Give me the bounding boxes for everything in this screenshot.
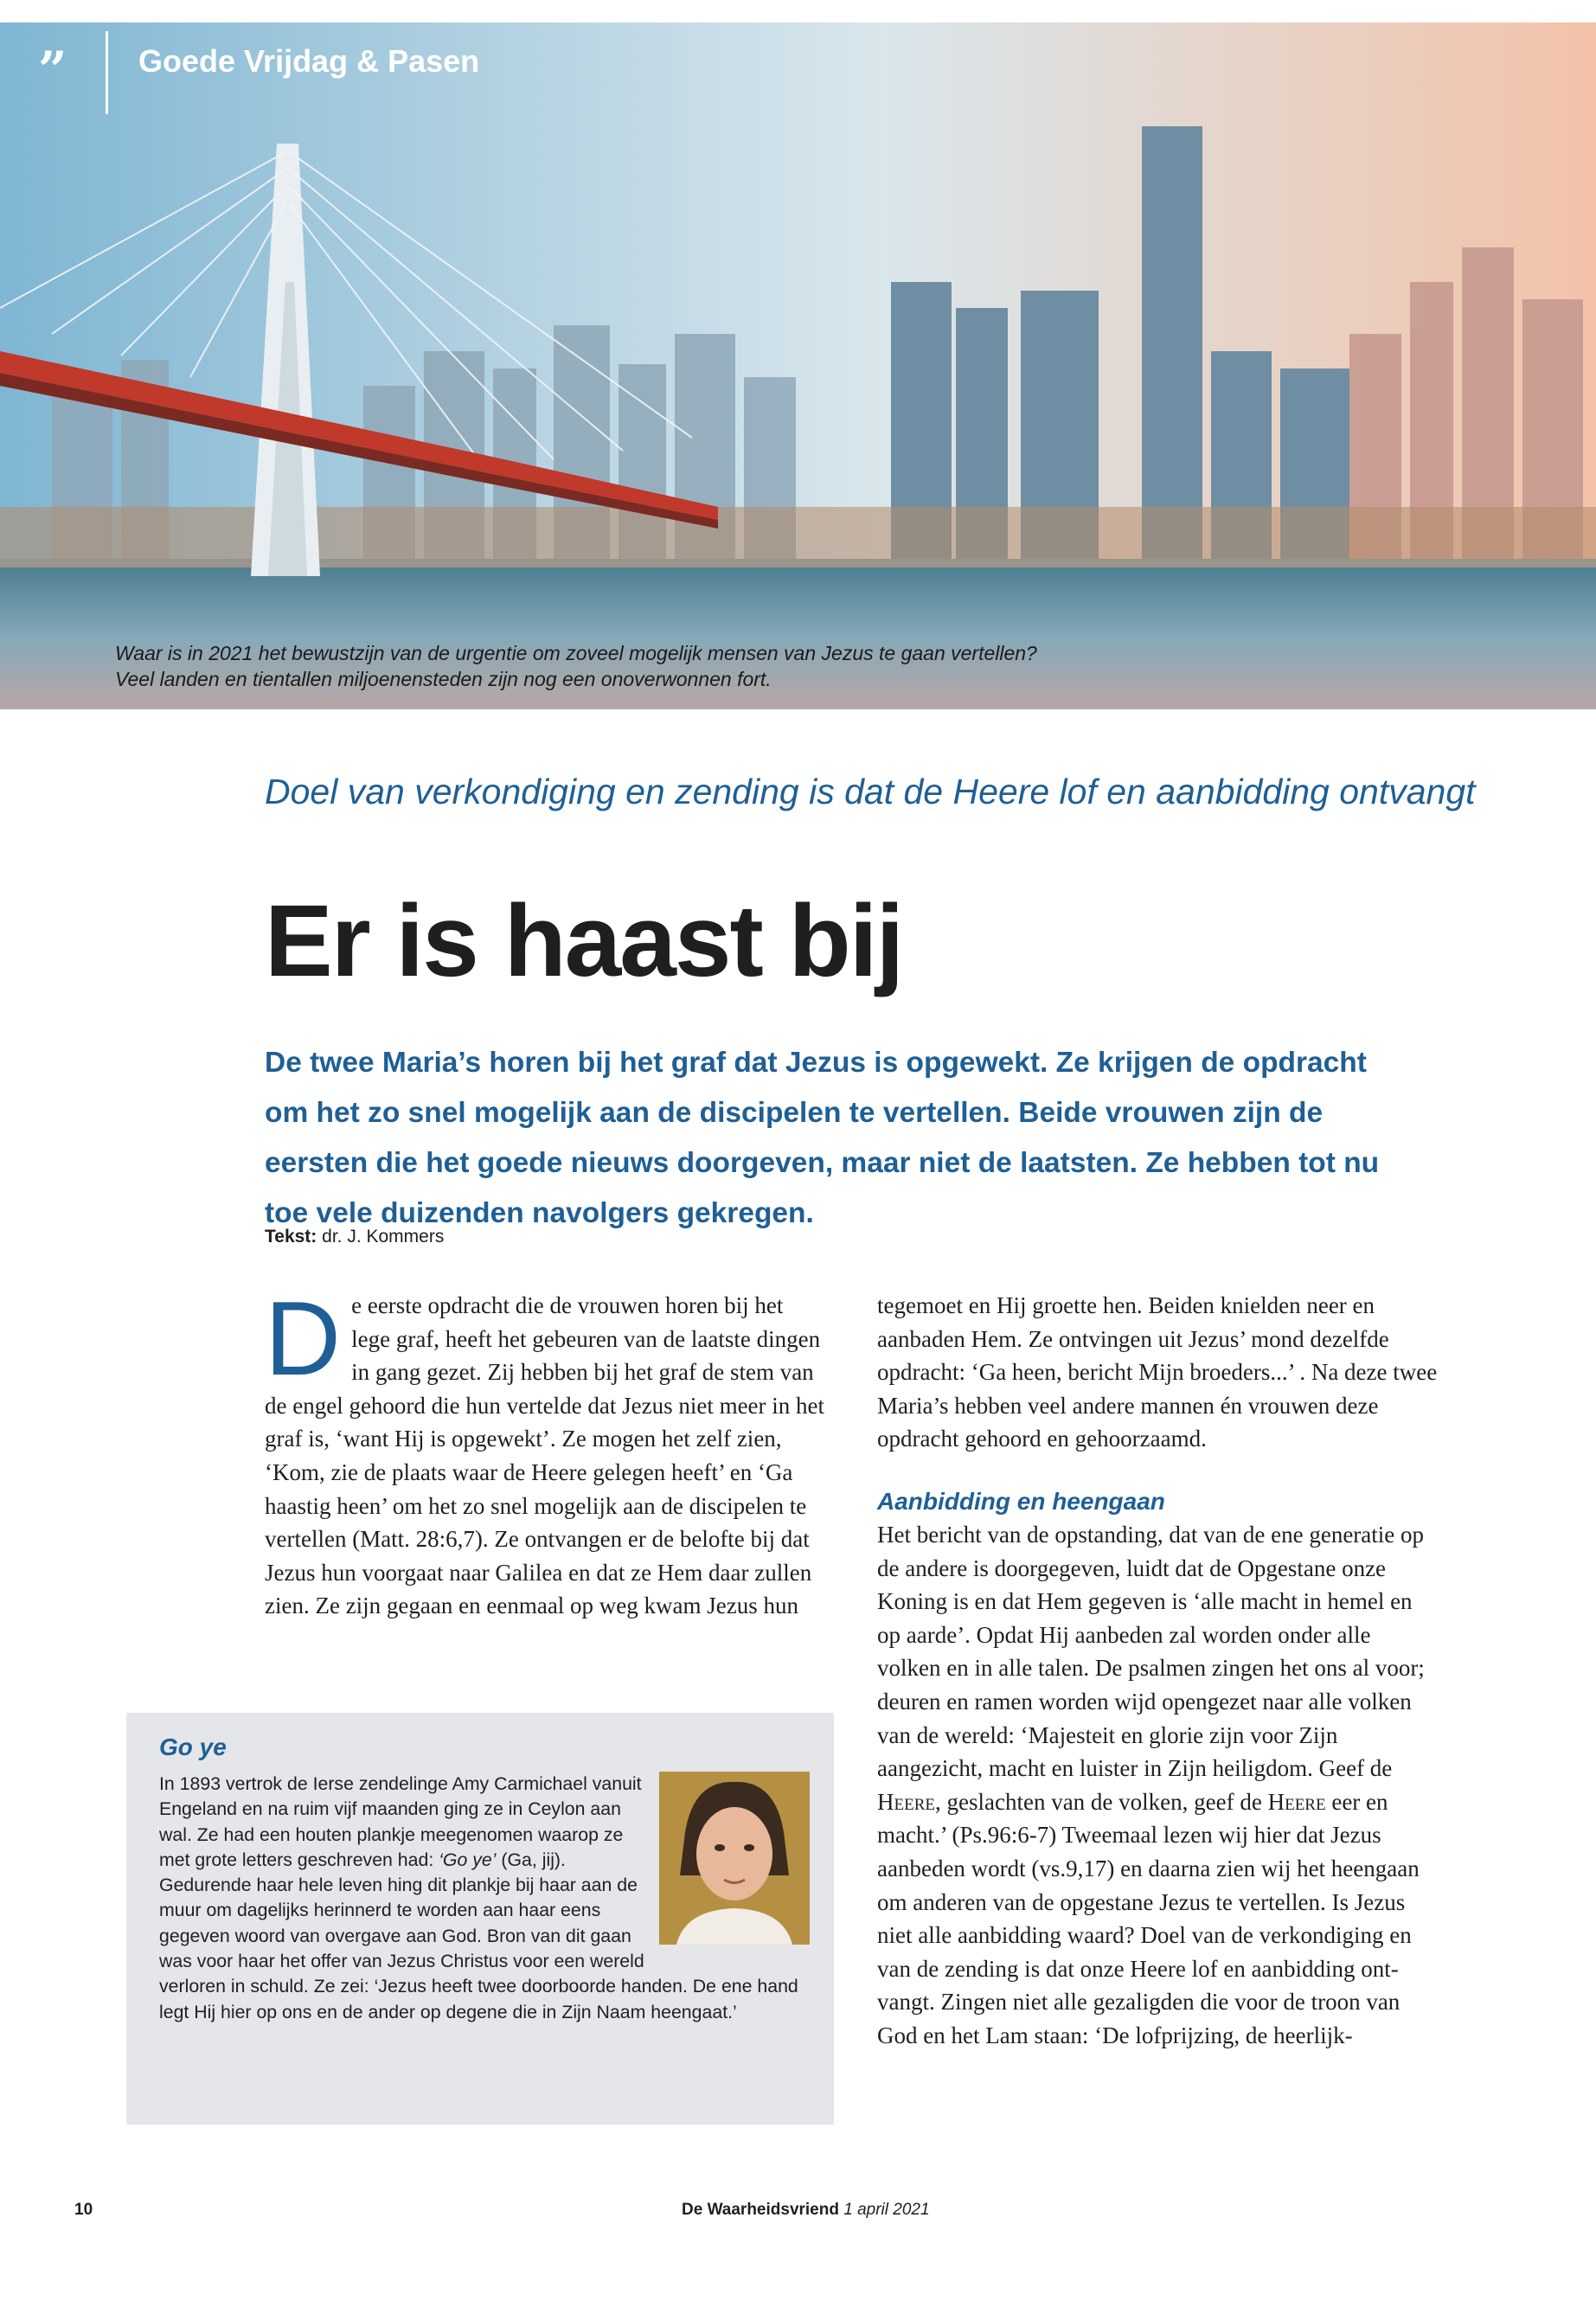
sidebar-text-go-ye: ‘Go ye’ xyxy=(439,1849,497,1870)
sidebar-text-part-a: In 1893 vertrok de Ierse zendelinge Amy Carmichael vanuit Engeland en na ruim vijf maanden ging ze in Ceylon aan wal. Ze had een houten plankje meegenomen waarop ze met grote letters geschreven had: xyxy=(159,1773,642,1870)
caption-line-1: Waar is in 2021 het bewustzijn van de urgentie om zoveel mogelijk mensen van Jezus te gaan vertellen? xyxy=(115,642,1037,664)
article-kicker: Doel van verkondiging en zending is dat de Heere lof en aanbidding ontvangt xyxy=(265,772,1476,811)
column-2-paragraph-2 xyxy=(877,1518,1439,2053)
sidebar-text-part-b: (Ga, jij). Gedurende haar hele leven hing dit plankje bij haar aan de muur om dagelijks herinnerd te worden aan haar eens gegeven woord van overgave aan God. Bron van dit gaan was voor haar het offer van Jezus Christus voor een wereld verloren in schuld. Ze zei: ‘Jezus heeft twee doorboorde handen. De ene hand legt Hij hier op ons en de ander op degene die in Zijn Naam heengaat.’ xyxy=(159,1849,798,2022)
dropcap: D xyxy=(265,1279,342,1397)
publication-date: 1 april 2021 xyxy=(843,2201,930,2219)
paragraph-2-part-b: , geslachten van de volken, geef de xyxy=(935,1788,1268,1815)
portrait-image xyxy=(659,1772,810,1945)
section-label: Goede Vrijdag & Pasen xyxy=(138,43,480,79)
publication-name: De Waarheidsvriend xyxy=(682,2201,839,2219)
heere-smallcaps-2: Heere xyxy=(1267,1788,1326,1815)
byline-author: dr. J. Kommers xyxy=(322,1227,445,1247)
article-column-1 xyxy=(265,1279,827,1623)
paragraph-2-part-a: Het bericht van de opstanding, dat van de ene generatie op de andere is doorgegeven, luidt dat de Opgestane onze Koning is en dat Hem gegeven is ‘alle macht in hemel en op aarde’. Opdat Hij aanbeden zal worden onder alle volken en in alle talen. De psalmen zingen het ons al voor; deuren en ramen worden wijd opengezet naar alle volken van de wereld: ‘Majesteit en glorie zijn voor Zijn aangezicht, macht en luister in Zijn heiligdom. Geef de xyxy=(877,1521,1425,1782)
city-skyline-illustration xyxy=(0,22,1596,709)
hero-image xyxy=(0,22,1596,709)
sidebar-body xyxy=(159,1772,810,2025)
article-lead: De twee Maria’s horen bij het graf dat Jezus is opgewekt. Ze krijgen de opdracht om het zo snel mogelijk aan de discipelen te vertellen. Beide vrouwen zijn de eersten die het goede nieuws doorgeven, maar niet de laatsten. Ze hebben tot nu toe vele duizenden navolgers gekregen. xyxy=(265,1047,1380,1229)
byline xyxy=(265,1227,444,1247)
column-2-paragraph-1: tegemoet en Hij groette hen. Beiden knielden neer en aanbaden Hem. Ze ontvingen uit Jezus’ mond dezelfde opdracht: ‘Ga heen, bericht Mijn broeders...’ . Na deze twee Maria’s hebben veel andere mannen én vrouwen deze opdracht gehoord en gehoorzaamd. xyxy=(877,1292,1438,1452)
section-divider xyxy=(106,31,108,114)
quote-mark-icon: ” xyxy=(38,41,67,99)
footer-publication xyxy=(682,2201,930,2220)
sidebar-box xyxy=(126,1713,834,2125)
page-number: 10 xyxy=(74,2201,93,2219)
caption-line-2: Veel landen en tientallen miljoenensteden zijn nog een onoverwonnen fort. xyxy=(115,668,772,690)
hero-caption xyxy=(115,640,1153,692)
byline-label: Tekst: xyxy=(265,1227,317,1247)
heere-smallcaps-1: Heere xyxy=(877,1788,935,1815)
subheading: Aanbidding en heengaan xyxy=(877,1487,1165,1515)
article-title: Er is haast bij xyxy=(265,884,903,998)
paragraph-2-part-c: eer en macht.’ (Ps.96:6-7) Tweemaal lezen wij hier dat Jezus aanbeden wordt (vs.9,17) en daarna zien wij het heengaan om anderen van de opgestane Jezus te vertellen. Is Jezus niet alle aanbidding waard? Doel van de verkondiging en van de zending is dat onze Heere lof en aanbidding ontvangt. Zingen niet alle gezaligden die voor de troon van God en het Lam staan: ‘De lofprijzing, de heerlijk- xyxy=(877,1788,1420,2048)
sidebar-title: Go ye xyxy=(159,1734,227,1760)
column-1-text: e eerste opdracht die de vrouwen horen bij het lege graf, heeft het gebeuren van de laatste dingen in gang gezet. Zij hebben bij het graf de stem van de engel gehoord die hun vertelde dat Jezus niet meer in het graf is, ‘want Hij is opgewekt’. Ze mogen het zelf zien, ‘Kom, zie de plaats waar de Heere gelegen heeft’ en ‘Ga haastig heen’ om het zo snel mogelijk aan de discipelen te vertellen (Matt. 28:6,7). Ze ontvangen er de belofte bij dat Jezus hun voorgaat naar Galilea en dat ze Hem daar zullen zien. Ze zijn gegaan en eenmaal op weg kwam Jezus hun xyxy=(265,1292,825,1619)
article-column-2 xyxy=(877,1289,1439,2052)
